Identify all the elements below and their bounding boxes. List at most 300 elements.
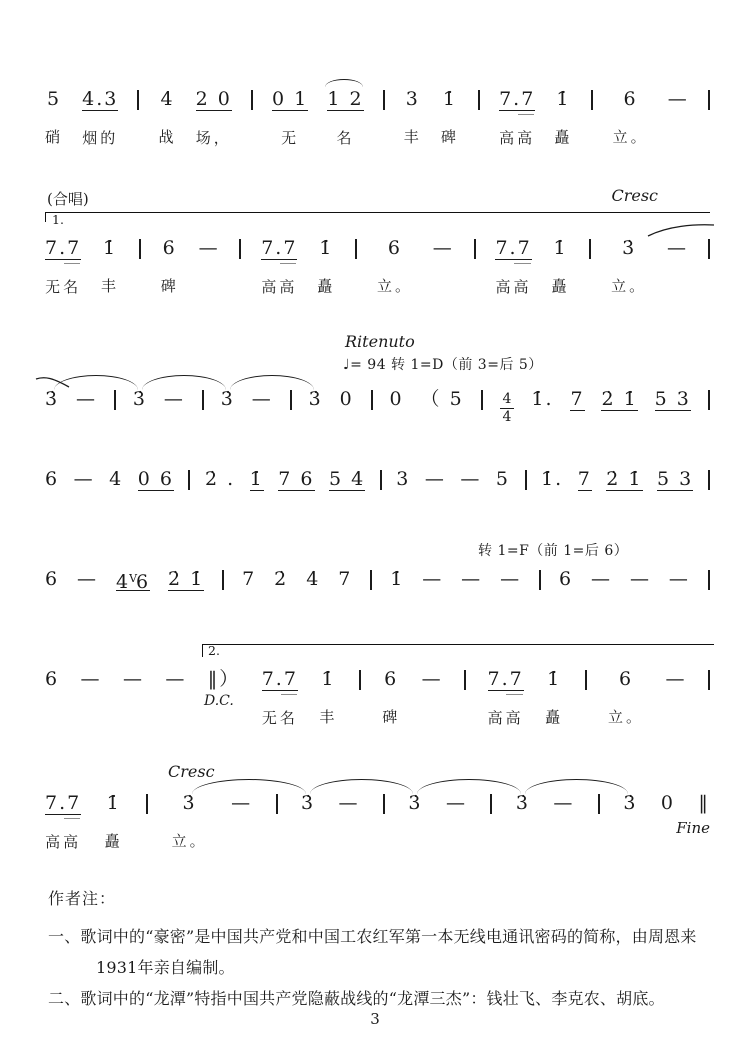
slur-arc [525, 779, 628, 794]
author-note-2: 二、歌词中的“龙潭”特指中国共产党隐蔽战线的“龙潭三杰”：钱壮飞、李克农、胡底。 [48, 989, 665, 1008]
note-text: — [163, 388, 185, 410]
note-text: — [424, 468, 446, 490]
author-note-1: 一、歌词中的“豪密”是中国共产党和中国工农红军第一本无线电通讯密码的简称，由周恩来 [48, 927, 697, 946]
note-text: 0 1 [272, 88, 309, 110]
breath-mark: V [129, 572, 138, 585]
note-text: 5 3 [654, 388, 691, 410]
lyric-text: 高高 [495, 278, 532, 296]
note-cell [601, 388, 637, 411]
note-cell [159, 88, 177, 147]
lyric-text: 矗 [317, 277, 336, 295]
note-cell [261, 237, 297, 297]
note-cell [667, 237, 688, 259]
note-text: 2 0 [195, 88, 232, 110]
note-cell [338, 568, 352, 590]
note-cell [327, 88, 363, 148]
note-cell [340, 388, 354, 410]
note-text: 3̇ [45, 388, 60, 410]
note-text: 1̇ [106, 792, 121, 814]
note-cell [105, 792, 123, 851]
barline-glyph [598, 794, 600, 814]
slur-arc [192, 779, 306, 794]
barline-glyph [359, 670, 361, 690]
note-text: 6 [623, 88, 638, 110]
barline-glyph [708, 470, 710, 490]
system-5 [45, 540, 710, 591]
note-text: — [198, 237, 220, 259]
note-cell [500, 568, 521, 590]
barline [708, 468, 710, 490]
lyric-text: 无名 [261, 709, 298, 727]
note-text: 1̇ [103, 237, 118, 259]
barline-glyph [585, 670, 587, 690]
note-text: 3̇ [515, 792, 530, 814]
note-text: 7 [338, 568, 353, 590]
barline [380, 468, 382, 490]
note-text: 4.3 [82, 88, 119, 110]
note-cell [301, 792, 315, 814]
note-cell [496, 468, 510, 490]
barline-glyph [464, 670, 466, 690]
note-text: 4 [109, 468, 124, 490]
volta-1-label: 1. [52, 212, 64, 227]
note-cell [668, 88, 689, 110]
note-cell [623, 792, 637, 814]
note-cell [421, 388, 464, 410]
barline-glyph [708, 670, 710, 690]
note-text: 4̇ [306, 568, 321, 590]
note-cell [45, 568, 59, 590]
lyric-text: 矗 [551, 277, 570, 295]
note-cell [319, 668, 337, 727]
note-cell [205, 468, 235, 490]
note-text: 3 [396, 468, 411, 490]
barline-glyph [137, 90, 139, 110]
key-change-marking: 转 1=F（前 1=后 6） [478, 543, 629, 559]
barline [464, 668, 466, 690]
da-capo-marking: D.C. [204, 693, 234, 709]
note-cell [698, 792, 710, 814]
note-cell [329, 468, 365, 491]
system-2 [45, 186, 710, 297]
note-text: 6 [45, 468, 60, 490]
note-cell [309, 388, 323, 410]
note-cell [661, 792, 675, 814]
note-cell [82, 88, 118, 148]
note-cell [306, 568, 320, 590]
barline-glyph [481, 390, 483, 410]
note-text: 3̇ [300, 792, 316, 814]
note-cell [499, 88, 535, 148]
note-text: — [432, 237, 454, 259]
lyric-text: 高高 [45, 833, 82, 851]
lyric-text: 高高 [487, 709, 524, 727]
note-cell [541, 468, 563, 490]
slur-arc [230, 375, 314, 390]
barline-glyph [383, 90, 385, 110]
lyric-text: 矗 [545, 708, 564, 726]
note-cell [208, 668, 241, 690]
barline-glyph [222, 570, 224, 590]
note-text: — [591, 568, 613, 590]
note-cell [196, 88, 232, 148]
note-cell [422, 568, 443, 590]
barline-glyph [146, 794, 148, 814]
lyric-text: 矗 [104, 832, 123, 850]
barline-glyph [383, 794, 385, 814]
lyric-text: 立。 [608, 708, 645, 726]
barline [359, 668, 361, 690]
note-text: 1 2 [327, 88, 364, 110]
ritenuto-marking: Ritenuto [345, 332, 415, 351]
barline [589, 237, 591, 259]
note-text: ‖ [698, 792, 710, 814]
note-cell [161, 237, 179, 296]
barline [708, 88, 710, 110]
note-text: 6 [558, 568, 574, 590]
barline [598, 792, 600, 814]
note-text: — [338, 792, 360, 814]
note-cell [242, 568, 256, 590]
barline-glyph [478, 90, 480, 110]
note-text: 1̇ [390, 568, 405, 590]
note-cell [608, 668, 644, 727]
note-text: — [165, 668, 187, 690]
barline-glyph [708, 90, 710, 110]
note-text: — [461, 568, 483, 590]
barline [585, 668, 587, 690]
note-cell [74, 468, 95, 490]
note-cell [390, 388, 404, 410]
page-number: 3 [370, 1010, 380, 1028]
note-text: — [500, 568, 522, 590]
note-text: 3̇ [132, 388, 147, 410]
lyric-text: 名 [336, 129, 355, 147]
note-text: — [76, 388, 98, 410]
note-cell [262, 668, 298, 728]
system-4-notes [45, 468, 710, 491]
note-text: — [231, 792, 253, 814]
note-cell [516, 792, 530, 814]
barline-glyph [239, 239, 241, 259]
note-cell [45, 388, 59, 410]
note-text: 7 6 [278, 468, 315, 490]
note-cell [630, 568, 651, 590]
system-6 [45, 644, 710, 728]
lyric-text: 碑 [440, 128, 459, 146]
barline [239, 237, 241, 259]
note-text: 0 [339, 388, 354, 410]
lyric-text: 烟的 [82, 129, 119, 147]
barline [276, 792, 278, 814]
barline [708, 568, 710, 590]
note-text: — [665, 668, 687, 690]
lyric-text: 立。 [376, 277, 413, 295]
barline-glyph [251, 90, 253, 110]
note-cell [591, 568, 612, 590]
note-cell [274, 568, 288, 590]
note-cell [45, 88, 63, 147]
system-6-notes [45, 643, 710, 728]
note-cell [133, 388, 147, 410]
note-cell [669, 568, 690, 590]
note-cell [390, 568, 404, 590]
tempo-key-marking: ♩= 94 转 1=D（前 3=后 5） [343, 357, 543, 373]
author-notes [48, 886, 728, 1014]
note-cell [116, 568, 150, 591]
lyric-text: 丰 [319, 708, 338, 726]
note-cell [138, 468, 174, 491]
barline [188, 468, 190, 490]
note-text: （ 5 [420, 388, 464, 410]
barline-glyph [139, 239, 141, 259]
note-text: 3̇ [308, 388, 323, 410]
author-notes-heading: 作者注： [48, 889, 117, 908]
barline-glyph [355, 239, 357, 259]
lyric-text: 矗 [554, 128, 573, 146]
barline [114, 388, 116, 410]
barline [222, 568, 224, 590]
note-text: 6 [384, 668, 399, 690]
note-text: 3̇ [623, 792, 638, 814]
note-cell [123, 668, 144, 690]
note-text: — [73, 468, 95, 490]
note-cell [45, 468, 59, 490]
barline-glyph [589, 239, 591, 259]
note-cell [665, 668, 686, 690]
note-cell [81, 668, 102, 690]
barline [290, 388, 292, 410]
note-cell [553, 792, 574, 814]
note-text: 7 [577, 468, 592, 490]
note-cell [101, 237, 119, 296]
barline [146, 792, 148, 814]
barline-glyph [290, 390, 292, 410]
note-cell [606, 468, 642, 491]
author-note-1-continued: 1931年亲自编制。 [96, 958, 235, 977]
barline [490, 792, 492, 814]
note-text: 7.7 [45, 237, 82, 259]
note-text: — [553, 792, 575, 814]
note-text: — [77, 568, 99, 590]
barline-glyph [708, 239, 710, 259]
note-cell [77, 568, 98, 590]
barline-glyph [474, 239, 476, 259]
note-text: 0 [389, 388, 404, 410]
note-cell [531, 388, 553, 410]
note-cell [231, 792, 252, 814]
note-cell [500, 388, 515, 425]
lyric-text: 战 [158, 128, 177, 146]
slur-arc [325, 79, 363, 87]
note-text: 6 [45, 568, 60, 590]
note-text: 3̇ [220, 388, 235, 410]
note-cell [433, 237, 454, 259]
note-text: 1̇ [553, 237, 568, 259]
note-text: — [421, 668, 443, 690]
note-cell [488, 668, 524, 728]
system-3-notes [45, 388, 710, 425]
note-cell [45, 792, 81, 852]
barline-glyph [371, 390, 373, 410]
system-1 [45, 88, 710, 148]
barline-glyph [539, 570, 541, 590]
note-cell [382, 668, 400, 727]
chorus-label: (合唱) [47, 190, 89, 208]
lyric-text: 立。 [612, 128, 649, 146]
note-cell [168, 568, 204, 591]
slur-arc [417, 779, 521, 794]
volta-2-label: 2. [208, 643, 220, 658]
fine-marking: Fine [676, 819, 710, 837]
barline-glyph [708, 570, 710, 590]
slur-arc [142, 375, 226, 390]
note-text: 7 [242, 568, 257, 590]
barline-glyph [370, 570, 372, 590]
time-signature: $\frac{4}{4}$ [500, 388, 515, 410]
note-text: 3 [405, 88, 420, 110]
lyric-text: 场， [195, 129, 232, 147]
barline-glyph [708, 390, 710, 410]
lyric-text: 碑 [160, 277, 179, 295]
note-cell [109, 468, 123, 490]
note-cell [396, 468, 410, 490]
note-cell [252, 388, 273, 410]
barline-glyph [591, 90, 593, 110]
lyric-text: 无名 [45, 278, 82, 296]
note-cell [460, 468, 481, 490]
system-7-notes [45, 762, 710, 852]
cresc-marking-2: Cresc [168, 762, 215, 781]
volta-2-bracket [202, 644, 714, 657]
note-text: 5 [46, 88, 62, 110]
barline [202, 388, 204, 410]
note-cell [655, 388, 691, 411]
barline [708, 668, 710, 690]
system-5-notes [45, 568, 710, 591]
barline [383, 792, 385, 814]
note-text: — [445, 792, 467, 814]
note-cell [339, 792, 360, 814]
note-text: 3̇ [408, 792, 423, 814]
barline [251, 88, 253, 110]
note-cell [613, 88, 649, 147]
note-text: 5 [495, 468, 510, 490]
note-text: 7 [570, 388, 585, 410]
barline [355, 237, 357, 259]
cresc-marking: Cresc [611, 186, 658, 205]
slur-arc [54, 375, 138, 390]
barline [481, 388, 483, 410]
note-text: — [122, 668, 144, 690]
barline-glyph [188, 470, 190, 490]
volta-1-bracket [45, 212, 710, 227]
barline-glyph [490, 794, 492, 814]
note-cell [45, 237, 81, 297]
note-text: 2̇ 1̇ [168, 568, 205, 590]
note-cell [165, 668, 186, 690]
barline [383, 88, 385, 110]
barline-glyph [525, 470, 527, 490]
note-cell [317, 237, 335, 296]
lyric-text: 立。 [611, 277, 648, 295]
lyric-text: 丰 [403, 128, 422, 146]
note-text: — [251, 388, 273, 410]
slur-arc [310, 779, 413, 794]
note-cell [76, 388, 97, 410]
barline [478, 88, 480, 110]
note-cell [657, 468, 693, 491]
barline [708, 237, 710, 259]
lyric-text: 硝 [45, 128, 64, 146]
note-text: — [80, 668, 102, 690]
note-text: — [629, 568, 651, 590]
note-cell [425, 468, 446, 490]
note-text: 6 [45, 668, 60, 690]
barline-glyph [202, 390, 204, 410]
note-text: — [422, 568, 444, 590]
note-text: 3̇ [622, 237, 637, 259]
barline [139, 237, 141, 259]
note-cell [441, 88, 459, 147]
barline-glyph [380, 470, 382, 490]
barline [525, 468, 527, 490]
note-text: 7.7 [261, 668, 298, 690]
note-cell [221, 388, 235, 410]
note-cell [554, 88, 572, 147]
note-text: 7.7 [499, 88, 536, 110]
note-text: $4^V6$ [116, 568, 150, 591]
lyric-text: 无 [281, 129, 300, 147]
note-cell [422, 668, 443, 690]
system-2-notes [45, 237, 710, 297]
note-cell [404, 88, 422, 147]
note-cell [199, 237, 220, 259]
note-text: 1̇ [547, 668, 562, 690]
note-text: 6 [162, 237, 177, 259]
note-cell [272, 88, 308, 148]
note-cell [45, 668, 59, 690]
barline [708, 388, 710, 410]
lyric-text: 高高 [499, 129, 536, 147]
note-cell [570, 388, 584, 411]
note-cell [377, 237, 413, 296]
system-7 [45, 762, 710, 852]
note-text: 2̇ 1̇ [606, 468, 643, 490]
barline [371, 388, 373, 410]
note-text: 1̇ [442, 88, 457, 110]
note-text: 1̇ [249, 468, 264, 490]
note-text: — [668, 568, 690, 590]
note-cell [446, 792, 467, 814]
lyric-text: 丰 [101, 277, 120, 295]
system-1-notes [45, 88, 710, 148]
note-text: 1̇ [321, 668, 336, 690]
note-text: 3̇ [182, 792, 197, 814]
note-text: 4 [160, 88, 175, 110]
note-text: 1̇. [541, 468, 564, 490]
note-text: 6 [387, 237, 402, 259]
note-cell [250, 468, 264, 491]
note-text: 0 [660, 792, 675, 814]
note-text: 7.7 [45, 792, 82, 814]
note-text: 2̇ 1̇ [601, 388, 638, 410]
barline [137, 88, 139, 110]
lyric-text: 立。 [171, 832, 208, 850]
note-text: 2̇ . [204, 468, 236, 490]
barline [370, 568, 372, 590]
note-text: — [667, 237, 688, 259]
